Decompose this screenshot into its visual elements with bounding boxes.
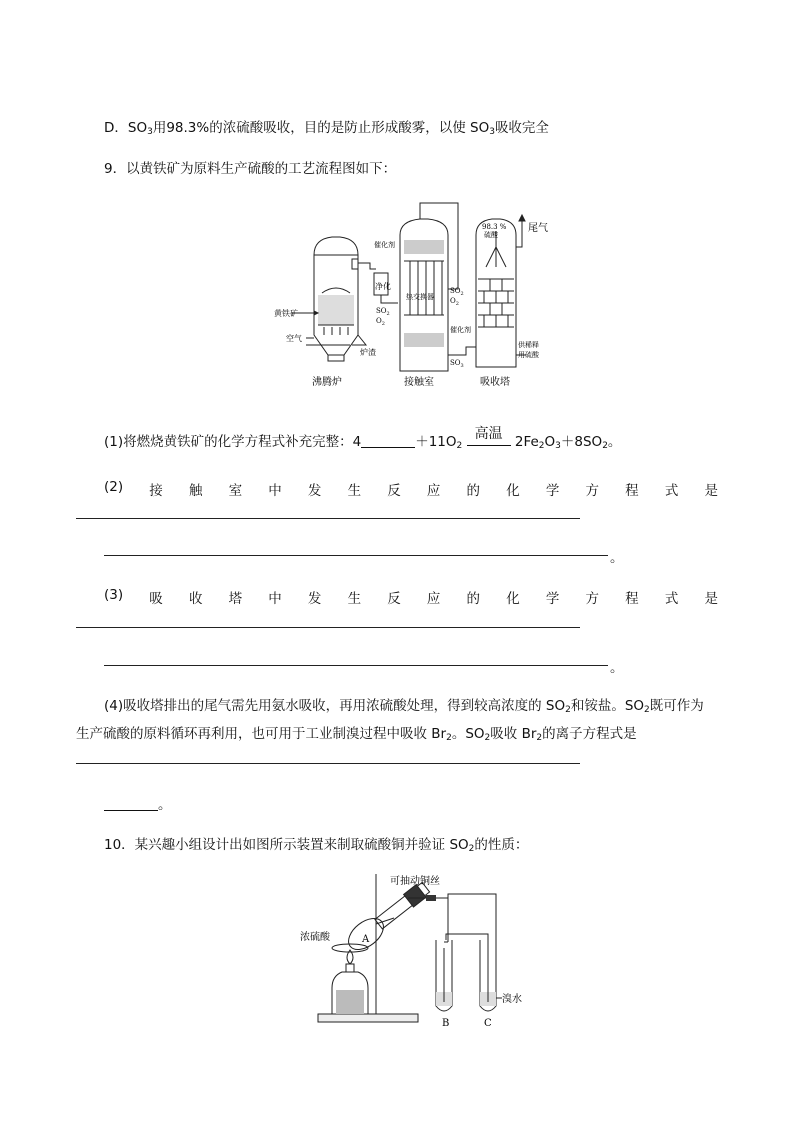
q9-part4-line1: (4)吸收塔排出的尾气需先用氨水吸收，再用浓硫酸处理，得到较高浓度的 $SO_2$和铵盐。$SO_2$既可作为 bbox=[104, 698, 704, 715]
question-char: 应 bbox=[426, 591, 441, 607]
question-char: 生 bbox=[347, 483, 362, 499]
q9-part2 bbox=[104, 479, 718, 499]
question-char: 方 bbox=[585, 483, 599, 499]
question-char: 学 bbox=[545, 483, 560, 499]
label-C: C bbox=[484, 1018, 492, 1028]
answer-line-4a[interactable] bbox=[76, 763, 580, 764]
question-char: (2) bbox=[104, 479, 124, 495]
label-o2-inlet: $O_2$ bbox=[376, 317, 385, 327]
label-contact: 接触室 bbox=[404, 377, 434, 388]
label-tail-gas: 尾气 bbox=[528, 223, 548, 234]
q9-part1: (1)将燃烧黄铁矿的化学方程式补充完整：$4 +11O_2$ 高温 $2Fe_2O_3+8SO_2$。 bbox=[104, 426, 622, 451]
question-char: 吸 bbox=[149, 591, 163, 607]
label-B: B bbox=[442, 1018, 450, 1028]
label-bromine-water: 溴水 bbox=[502, 994, 522, 1005]
question-char: 的 bbox=[466, 591, 481, 607]
label-so3-outlet: $SO_3$ bbox=[450, 359, 464, 369]
answer-line-2b[interactable] bbox=[104, 555, 608, 556]
label-conc-acid: 浓硫酸 bbox=[300, 932, 330, 943]
question-char: 室 bbox=[228, 483, 243, 499]
label-o2-loop: $O_2$ bbox=[450, 297, 459, 307]
label-dilute-1: 供稀释 bbox=[518, 341, 539, 349]
question-char: 中 bbox=[268, 483, 282, 499]
question-char: 收 bbox=[188, 591, 203, 607]
label-so2-loop: $SO_2$ bbox=[450, 287, 464, 297]
question-char: 发 bbox=[307, 591, 322, 607]
answer-line-2a[interactable] bbox=[76, 518, 580, 519]
label-so2-inlet: $SO_2$ bbox=[376, 307, 390, 317]
label-furnace: 沸腾炉 bbox=[312, 377, 342, 388]
label-catalyst-top: 催化剂 bbox=[374, 241, 395, 249]
apparatus-figure bbox=[296, 868, 536, 1032]
answer-line-3a[interactable] bbox=[76, 627, 580, 628]
q9-part4-line2: 生产硫酸的原料循环再利用，也可用于工业制溴过程中吸收 $Br_2$。$SO_2$吸收 $Br_2$的离子方程式是 bbox=[76, 726, 637, 743]
answer-line-3b[interactable] bbox=[104, 665, 608, 666]
reaction-arrow: 高温 bbox=[467, 437, 511, 450]
question-char: 塔 bbox=[228, 591, 243, 607]
label-acid-conc: 98.3 % bbox=[482, 223, 507, 231]
answer-blank-4b[interactable] bbox=[104, 798, 158, 811]
option-d: D．$SO_3$用98.3%的浓硫酸吸收，目的是防止形成酸雾，以使 $SO_3$吸收完全 bbox=[104, 120, 549, 137]
question-char: 中 bbox=[268, 591, 282, 607]
question-char: 式 bbox=[664, 483, 679, 499]
question-char: 的 bbox=[466, 483, 481, 499]
label-copper-wire: 可抽动铜丝 bbox=[390, 876, 440, 887]
label-A: A bbox=[362, 934, 370, 945]
question-char: 反 bbox=[387, 483, 401, 499]
label-slag: 炉渣 bbox=[360, 348, 376, 357]
question-char: 生 bbox=[347, 591, 362, 607]
question-char: 接 bbox=[149, 483, 163, 499]
question-char: 化 bbox=[506, 483, 520, 499]
label-dilute-2: 用硫酸 bbox=[518, 351, 539, 359]
label-heat-exchanger: 热交换器 bbox=[406, 293, 434, 301]
question-char: 程 bbox=[625, 483, 639, 499]
question-char: 反 bbox=[387, 591, 401, 607]
question-char: (3) bbox=[104, 587, 124, 603]
label-acid: 硫酸 bbox=[484, 231, 498, 239]
q9-stem: 9．以黄铁矿为原料生产硫酸的工艺流程图如下： bbox=[104, 161, 397, 177]
q9-part3 bbox=[104, 587, 718, 607]
label-absorber: 吸收塔 bbox=[480, 377, 510, 388]
answer-blank-1[interactable] bbox=[361, 435, 415, 448]
question-char: 式 bbox=[664, 591, 679, 607]
question-char: 应 bbox=[426, 483, 441, 499]
question-char: 化 bbox=[506, 591, 520, 607]
label-air: 空气 bbox=[286, 334, 302, 343]
question-char: 是 bbox=[704, 591, 718, 607]
label-purify: 净化 bbox=[375, 282, 391, 291]
question-char: 学 bbox=[545, 591, 560, 607]
question-char: 方 bbox=[585, 591, 599, 607]
question-char: 是 bbox=[704, 483, 718, 499]
label-pyrite: 黄铁矿 bbox=[274, 309, 298, 318]
question-char: 触 bbox=[188, 483, 203, 499]
process-flow-figure bbox=[270, 195, 570, 399]
question-char: 发 bbox=[307, 483, 322, 499]
question-char: 程 bbox=[625, 591, 639, 607]
q10-stem: 10．某兴趣小组设计出如图所示装置来制取硫酸铜并验证 $SO_2$的性质： bbox=[104, 837, 529, 854]
q9-part4-tail: 。 bbox=[104, 793, 172, 813]
label-catalyst-bottom: 催化剂 bbox=[450, 326, 471, 334]
